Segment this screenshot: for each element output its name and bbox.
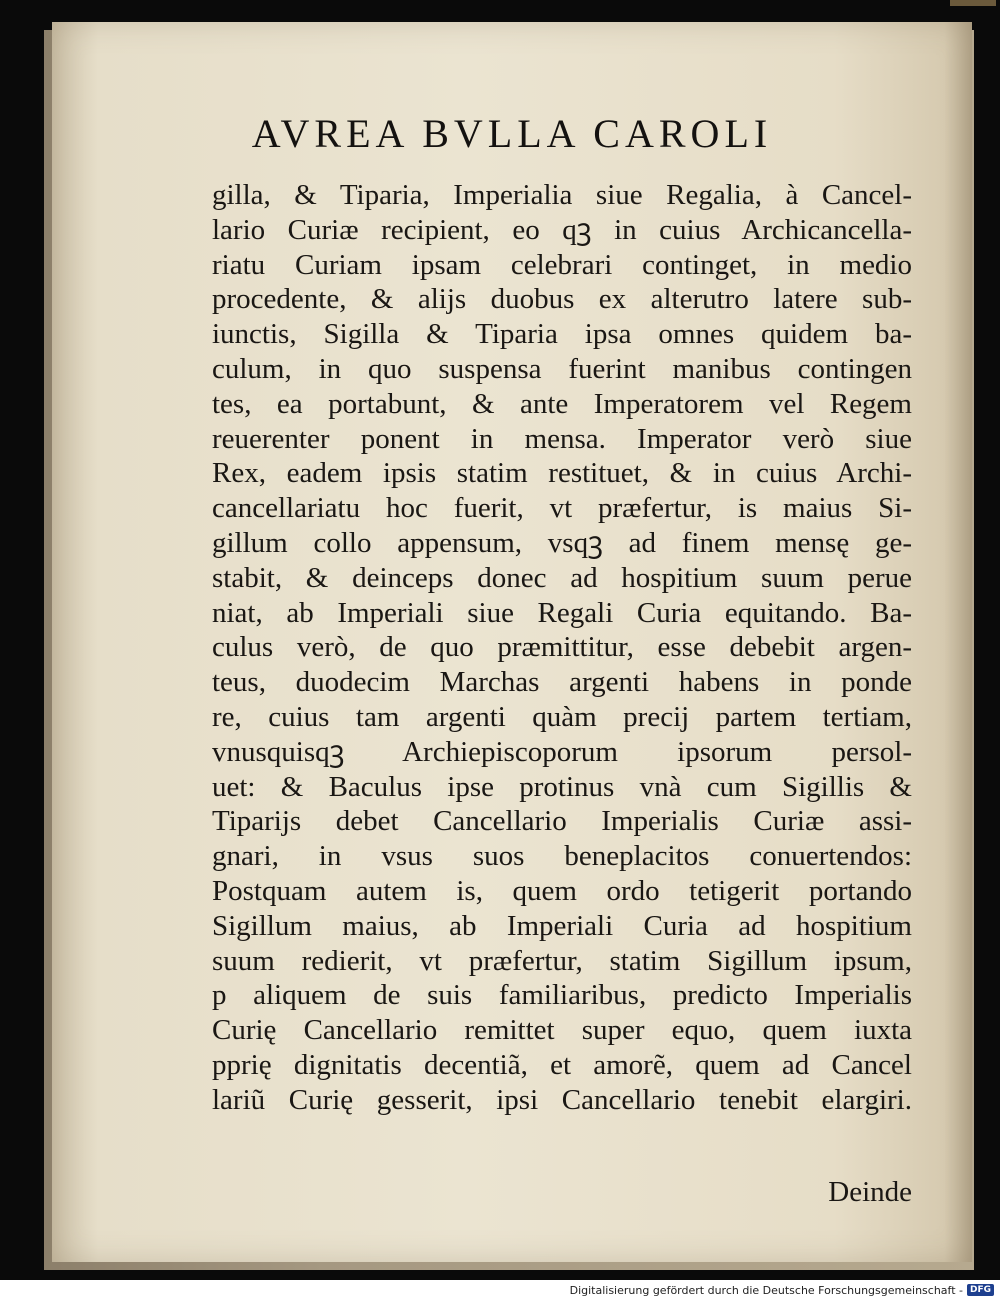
digitization-credit-bar xyxy=(0,1280,1000,1300)
page-body xyxy=(212,178,912,1118)
text-line: suum redierit, vt præfertur, statim Sigillum ipsum, xyxy=(212,944,912,977)
text-line: riatu Curiam ipsam celebrari continget, in medio xyxy=(212,248,912,281)
book-corner xyxy=(950,0,996,6)
text-line: Curię Cancellario remittet super equo, quem iuxta xyxy=(212,1014,912,1047)
text-line: vnusquisqꝫ Archiepiscoporum ipsorum persol- xyxy=(212,735,912,768)
running-header: AVREA BVLLA CAROLI xyxy=(251,111,773,156)
text-line: procedente, & alijs duobus ex alterutro latere sub- xyxy=(212,283,912,316)
text-line: Sigillum maius, ab Imperiali Curia ad hospitium xyxy=(212,909,912,942)
credit-text: Digitalisierung gefördert durch die Deutsche Forschungsgemeinschaft - xyxy=(569,1283,963,1297)
text-line: niat, ab Imperiali siue Regali Curia equitando. Ba- xyxy=(212,596,912,629)
text-line: Postquam autem is, quem ordo tetigerit portando xyxy=(212,874,912,907)
text-line: p aliquem de suis familiaribus, predicto Imperialis xyxy=(212,979,912,1012)
text-line: Rex, eadem ipsis statim restituet, & in cuius Archi- xyxy=(212,457,912,490)
book-page xyxy=(52,22,972,1262)
text-line: Tiparijs debet Cancellario Imperialis Curiæ assi- xyxy=(212,805,912,838)
text-line: gnari, in vsus suos beneplacitos conuertendos: xyxy=(212,840,912,873)
text-line: gilla, & Tiparia, Imperialia siue Regalia, à Cancel- xyxy=(212,179,912,211)
text-line: re, cuius tam argenti quàm precij partem tertiam, xyxy=(212,700,912,733)
text-line: uet: & Baculus ipse protinus vnà cum Sigillis & xyxy=(212,770,912,803)
text-line: lariũ Curię gesserit, ipsi Cancellario tenebit elargiri. xyxy=(212,1083,912,1116)
text-line: gillum collo appensum, vsqꝫ ad finem mensę ge- xyxy=(212,526,912,559)
text-line: pprię dignitatis decentiã, et amorẽ, quem ad Cancel xyxy=(212,1048,912,1081)
text-line: culum, in quo suspensa fuerint manibus contingen xyxy=(212,352,912,385)
text-line: reuerenter ponent in mensa. Imperator verò siue xyxy=(212,422,912,455)
text-line: cancellariatu hoc fuerit, vt præfertur, is maius Si- xyxy=(212,492,912,525)
dfg-logo-icon: DFG xyxy=(967,1284,994,1296)
text-line: stabit, & deinceps donec ad hospitium suum perue xyxy=(212,561,912,594)
text-line: lario Curiæ recipient, eo qꝫ in cuius Archicancella- xyxy=(212,213,912,246)
catchword: Deinde xyxy=(828,1176,912,1208)
text-line: iunctis, Sigilla & Tiparia ipsa omnes quidem ba- xyxy=(212,318,912,351)
text-line: culus verò, de quo præmittitur, esse debebit argen- xyxy=(212,631,912,664)
text-line: tes, ea portabunt, & ante Imperatorem vel Regem xyxy=(212,387,912,420)
text-line: teus, duodecim Marchas argenti habens in ponde xyxy=(212,666,912,699)
